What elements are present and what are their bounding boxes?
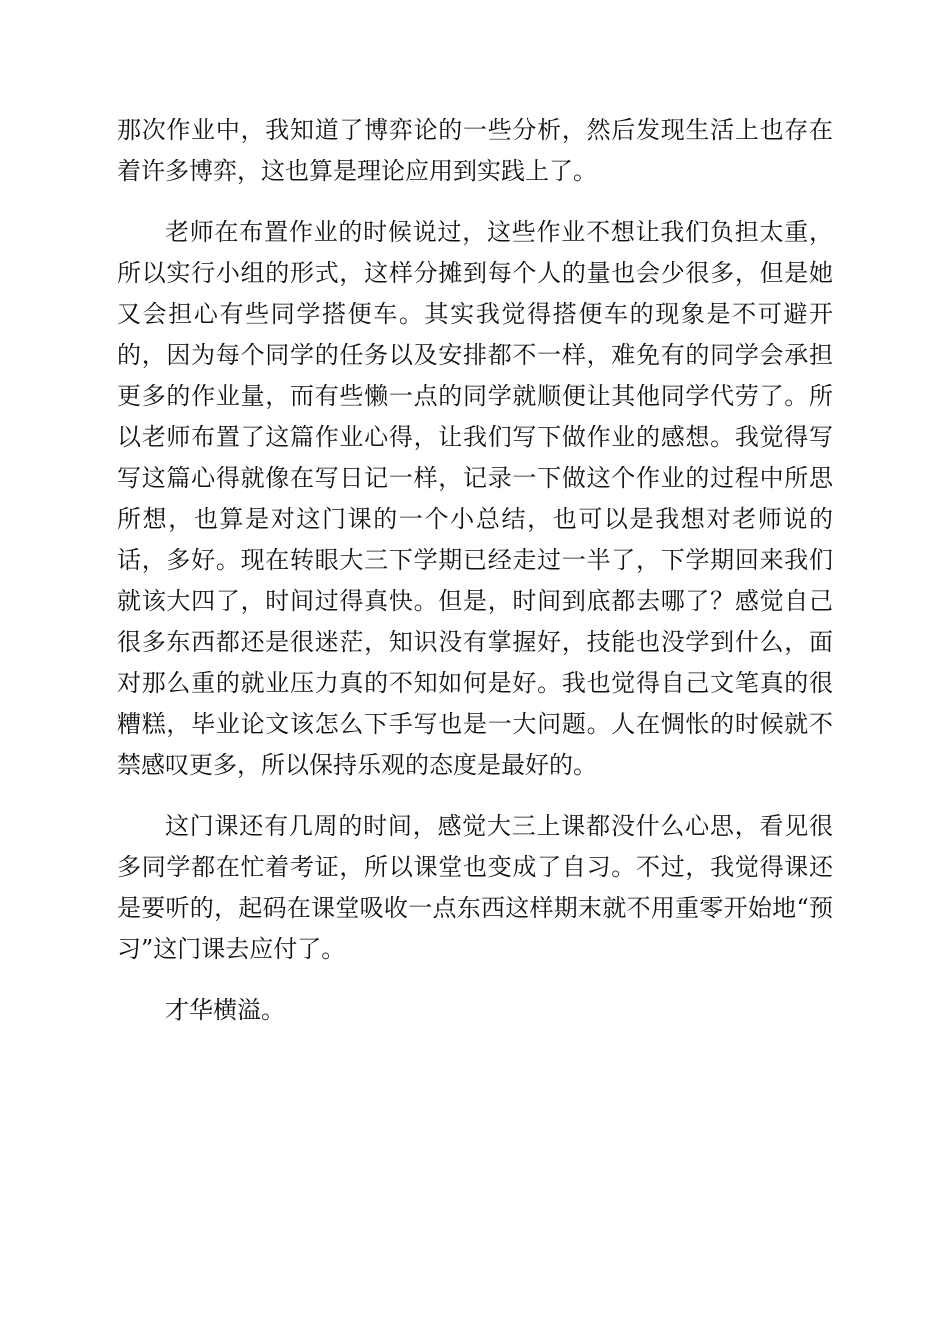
document-body: [117, 110, 833, 1051]
paragraph-3: 这门课还有几周的时间，感觉大三上课都没什么心思，看见很多同学都在忙着考证，所以课堂也变成了自习。不过，我觉得课还是要听的，起码在课堂吸收一点东西这样期末就不用重零开始地“预习”这门课去应付了。: [117, 812, 833, 963]
paragraph-1: 那次作业中，我知道了博弈论的一些分析，然后发现生活上也存在着许多博弈，这也算是理论应用到实践上了。: [117, 116, 833, 185]
paragraph-4: 才华横溢。: [165, 996, 285, 1024]
paragraph-2: 老师在布置作业的时候说过，这些作业不想让我们负担太重，所以实行小组的形式，这样分摊到每个人的量也会少很多，但是她又会担心有些同学搭便车。其实我觉得搭便车的现象是不可避开的，因为每个同学的任务以及安排都不一样，难免有的同学会承担更多的作业量，而有些懒一点的同学就顺便让其他同学代劳了。所以老师布置了这篇作业心得，让我们写下做作业的感想。我觉得写写这篇心得就像在写日记一样，记录一下做这个作业的过程中所思所想，也算是对这门课的一个小总结，也可以是我想对老师说的话，多好。现在转眼大三下学期已经走过一半了，下学期回来我们就该大四了，时间过得真快。但是，时间到底都去哪了？感觉自己很多东西都还是很迷茫，知识没有掌握好，技能也没学到什么，面对那么重的就业压力真的不知如何是好。我也觉得自己文笔真的很糟糕，毕业论文该怎么下手写也是一大问题。人在惆怅的时候就不禁感叹更多，所以保持乐观的态度是最好的。: [117, 218, 833, 779]
